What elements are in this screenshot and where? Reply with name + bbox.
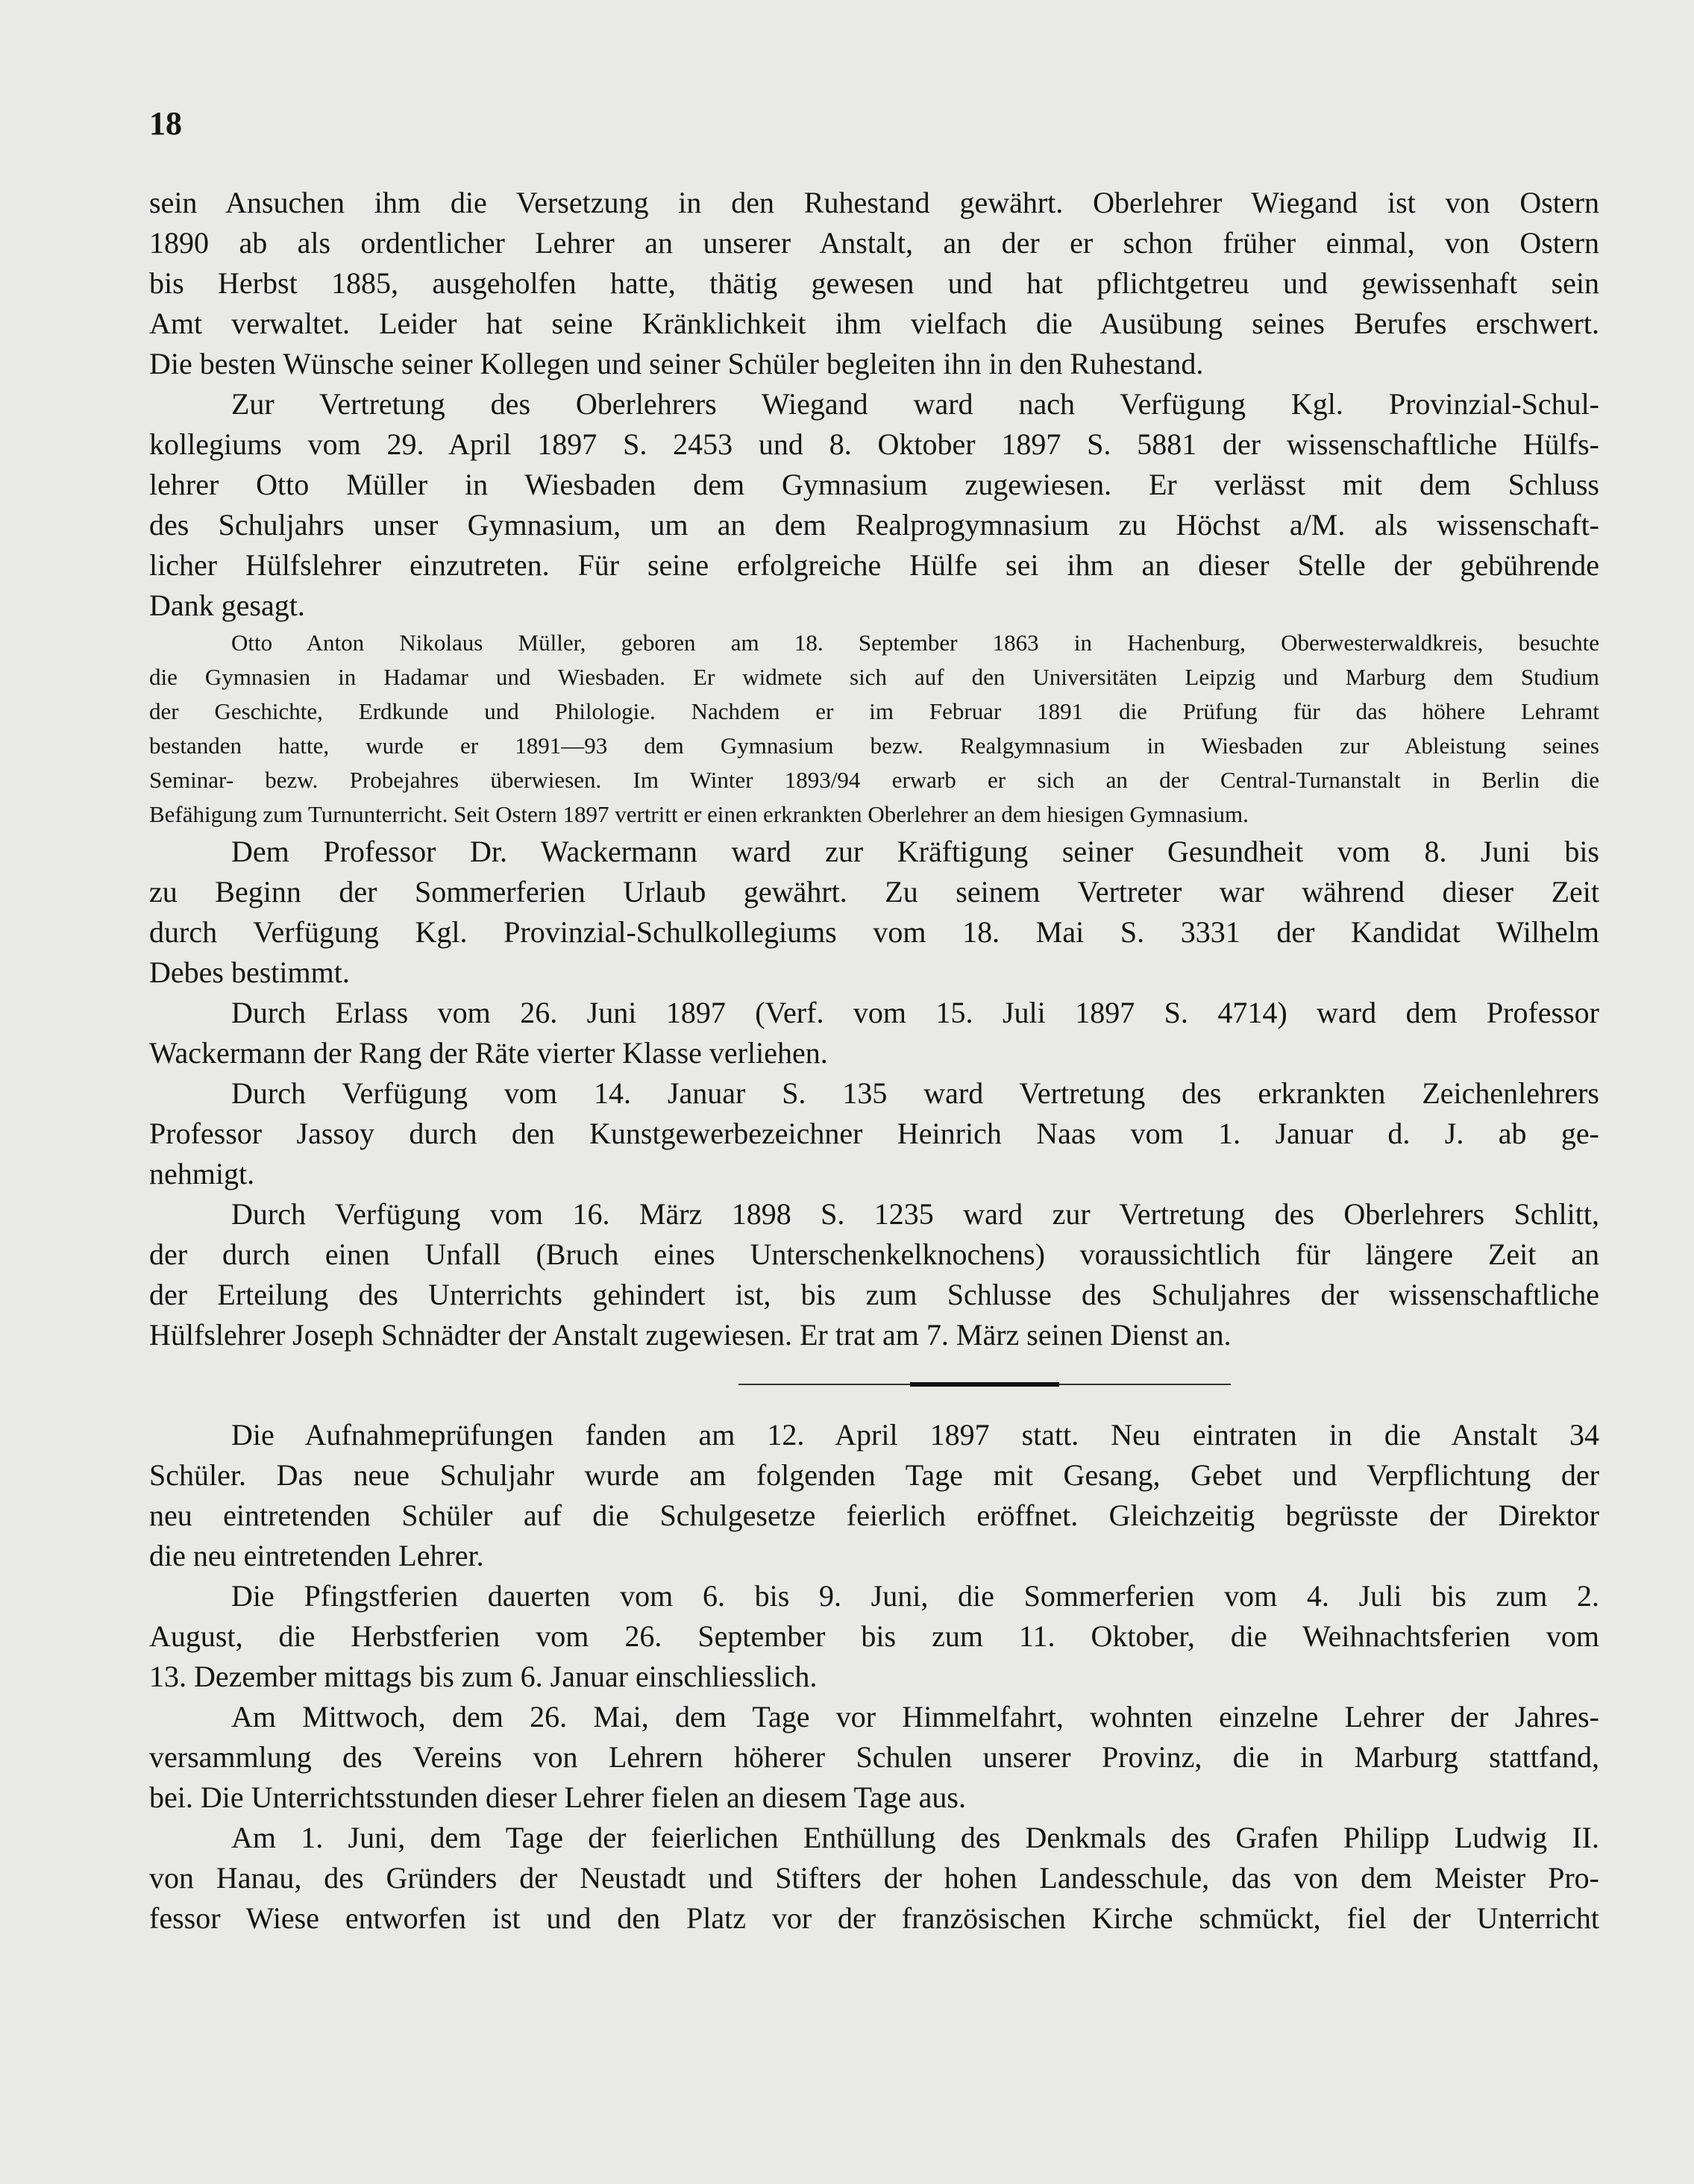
text-line: Dem Professor Dr. Wackermann ward zur Kräftigung seiner Gesundheit vom 8. Juni bis [231, 835, 1599, 868]
text-line: 1890 ab als ordentlicher Lehrer an unserer Anstalt, an der er schon früher einmal, von Ostern [149, 226, 1599, 260]
text-line: Durch Erlass vom 26. Juni 1897 (Verf. vom 15. Juli 1897 S. 4714) ward dem Professor [231, 996, 1599, 1029]
text-line: der Erteilung des Unterrichts gehindert ist, bis zum Schlusse des Schuljahres der wissenschaftliche [149, 1278, 1599, 1311]
page-number: 18 [149, 105, 182, 142]
paragraph [149, 1415, 1599, 1576]
text-line: Am Mittwoch, dem 26. Mai, dem Tage vor Himmelfahrt, wohnten einzelne Lehrer der Jahres- [231, 1700, 1599, 1733]
paragraph [149, 832, 1599, 993]
text-line: bis Herbst 1885, ausgeholfen hatte, thätig gewesen und hat pflichtgetreu und gewissenhaft sein [149, 266, 1599, 300]
paragraph [149, 1576, 1599, 1697]
text-line: Durch Verfügung vom 16. März 1898 S. 1235 ward zur Vertretung des Oberlehrers Schlitt, [231, 1197, 1599, 1231]
paragraph [149, 1073, 1599, 1194]
text-line: Am 1. Juni, dem Tage der feierlichen Enthüllung des Denkmals des Grafen Philipp Ludwig II. [231, 1821, 1599, 1854]
footnote-line: Befähigung zum Turnunterricht. Seit Ostern 1897 vertritt er einen erkrankten Oberlehrer an dem hiesigen Gymnasium. [149, 801, 1249, 827]
text-line: versammlung des Vereins von Lehrern höherer Schulen unserer Provinz, die in Marburg stattfand, [149, 1740, 1599, 1774]
text-line: neu eintretenden Schüler auf die Schulgesetze feierlich eröffnet. Gleichzeitig begrüsste der Direktor [149, 1499, 1599, 1532]
text-line: zu Beginn der Sommerferien Urlaub gewährt. Zu seinem Vertreter war während dieser Zeit [149, 875, 1599, 909]
section-divider [149, 1355, 1599, 1415]
text-line: licher Hülfslehrer einzutreten. Für seine erfolgreiche Hülfe sei ihm an dieser Stelle der gebührende [149, 548, 1599, 582]
footnote-line: die Gymnasien in Hadamar und Wiesbaden. Er widmete sich auf den Universitäten Leipzig und Marburg dem Studium [149, 664, 1599, 690]
paragraph [149, 1697, 1599, 1818]
text-line: Dank gesagt. [149, 589, 305, 622]
text-line: Die Aufnahmeprüfungen fanden am 12. April 1897 statt. Neu eintraten in die Anstalt 34 [231, 1418, 1599, 1452]
footnote-line: Otto Anton Nikolaus Müller, geboren am 18. September 1863 in Hachenburg, Oberwesterwaldkreis, besuchte [231, 630, 1599, 656]
footnote-line: der Geschichte, Erdkunde und Philologie. Nachdem er im Februar 1891 die Prüfung für das höhere Lehramt [149, 698, 1599, 724]
text-line: nehmigt. [149, 1157, 255, 1190]
page-body [149, 183, 1599, 1939]
text-line: Schüler. Das neue Schuljahr wurde am folgenden Tage mit Gesang, Gebet und Verpflichtung der [149, 1458, 1599, 1492]
text-line: Wackermann der Rang der Räte vierter Klasse verliehen. [149, 1036, 828, 1070]
text-line: lehrer Otto Müller in Wiesbaden dem Gymnasium zugewiesen. Er verlässt mit dem Schluss [149, 468, 1599, 501]
text-line: Amt verwaltet. Leider hat seine Kränklichkeit ihm vielfach die Ausübung seines Berufes erschwert. [149, 307, 1599, 340]
text-line: der durch einen Unfall (Bruch eines Unterschenkelknochens) voraussichtlich für längere Zeit an [149, 1237, 1599, 1271]
paragraph [149, 1818, 1599, 1939]
text-line: von Hanau, des Gründers der Neustadt und Stifters der hohen Landesschule, das von dem Meister Pro- [149, 1861, 1599, 1895]
paragraph [149, 993, 1599, 1073]
text-line: Die besten Wünsche seiner Kollegen und seiner Schüler begleiten ihn in den Ruhestand. [149, 347, 1204, 380]
text-line: Hülfslehrer Joseph Schnädter der Anstalt zugewiesen. Er trat am 7. März seinen Dienst an. [149, 1318, 1232, 1352]
footnote-line: bestanden hatte, wurde er 1891—93 dem Gymnasium bezw. Realgymnasium in Wiesbaden zur Ableistung seines [149, 732, 1599, 759]
text-line: Die Pfingstferien dauerten vom 6. bis 9. Juni, die Sommerferien vom 4. Juli bis zum 2. [231, 1579, 1599, 1613]
text-line: 13. Dezember mittags bis zum 6. Januar einschliesslich. [149, 1660, 818, 1693]
text-line: die neu eintretenden Lehrer. [149, 1539, 484, 1572]
text-line: Debes bestimmt. [149, 956, 350, 989]
text-line: Professor Jassoy durch den Kunstgewerbezeichner Heinrich Naas vom 1. Januar d. J. ab ge- [149, 1117, 1599, 1150]
text-line: kollegiums vom 29. April 1897 S. 2453 und 8. Oktober 1897 S. 5881 der wissenschaftliche Hülfs- [149, 427, 1599, 461]
text-line: bei. Die Unterrichtsstunden dieser Lehrer fielen an diesem Tage aus. [149, 1780, 966, 1814]
paragraph [149, 384, 1599, 626]
text-line: des Schuljahrs unser Gymnasium, um an dem Realprogymnasium zu Höchst a/M. als wissenschaft- [149, 508, 1599, 542]
paragraph [149, 1194, 1599, 1355]
text-line: August, die Herbstferien vom 26. September bis zum 11. Oktober, die Weihnachtsferien vom [149, 1619, 1599, 1653]
text-line: Durch Verfügung vom 14. Januar S. 135 ward Vertretung des erkrankten Zeichenlehrers [231, 1076, 1599, 1110]
text-line: durch Verfügung Kgl. Provinzial-Schulkollegiums vom 18. Mai S. 3331 der Kandidat Wilhelm [149, 915, 1599, 949]
text-line: sein Ansuchen ihm die Versetzung in den Ruhestand gewährt. Oberlehrer Wiegand ist von Ostern [149, 186, 1599, 219]
footnote-line: Seminar- bezw. Probejahres überwiesen. Im Winter 1893/94 erwarb er sich an der Central-Turnanstalt in Berlin die [149, 767, 1599, 793]
text-line: fessor Wiese entworfen ist und den Platz vor der französischen Kirche schmückt, fiel der Unterricht [149, 1901, 1599, 1935]
footnote-block [149, 626, 1599, 832]
text-line: Zur Vertretung des Oberlehrers Wiegand ward nach Verfügung Kgl. Provinzial-Schul- [231, 387, 1599, 421]
paragraph [149, 183, 1599, 384]
